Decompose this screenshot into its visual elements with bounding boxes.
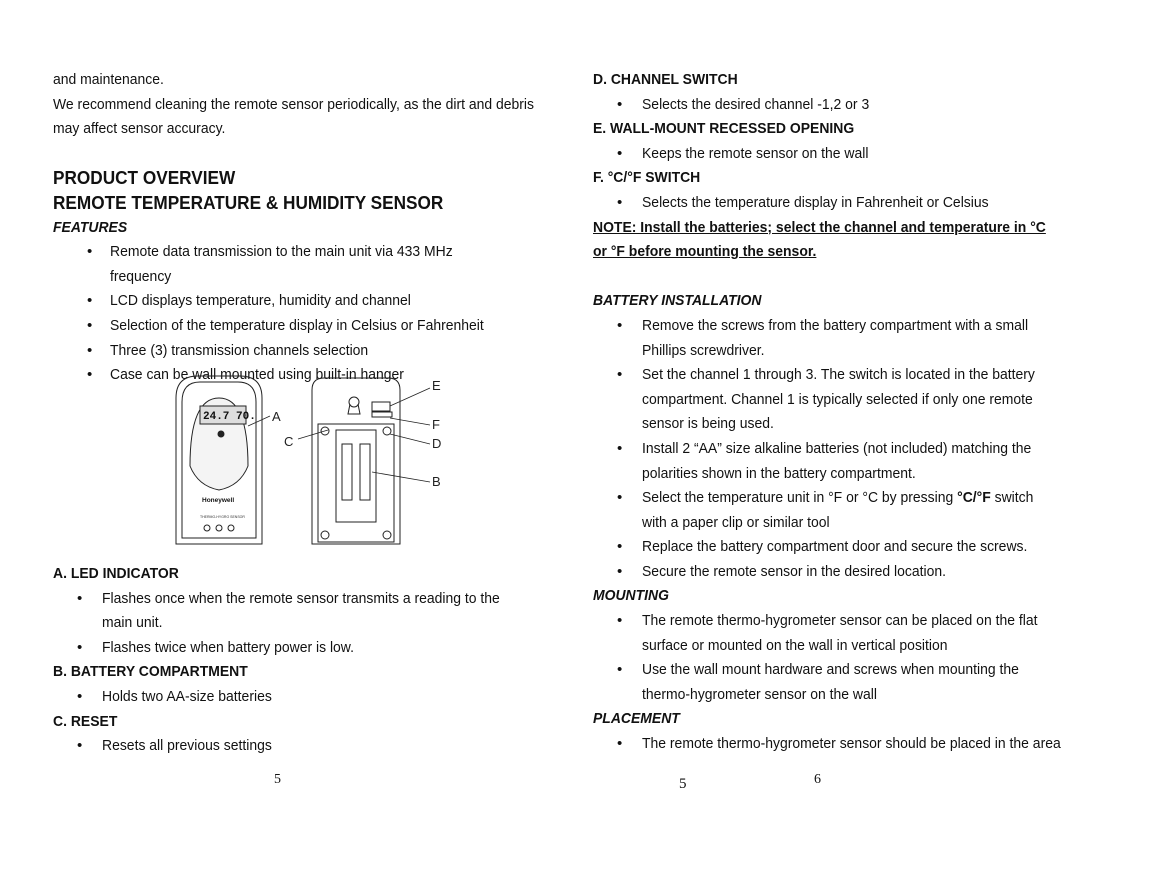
sensor-diagram <box>128 368 458 552</box>
list-item: • Use the wall mount hardware and screws when mounting the thermo-hygrometer sensor on the wall <box>593 658 1093 707</box>
intro-line: may affect sensor accuracy. <box>53 120 226 138</box>
callout-label: C <box>284 434 294 449</box>
battery-installation-list <box>593 314 1093 585</box>
section-title-c: C. RESET <box>53 712 118 730</box>
list-item: • Select the temperature unit in °F or °C by pressing °C/°F switch with a paper clip or similar tool <box>593 486 1093 535</box>
mounting-title: MOUNTING <box>593 587 669 605</box>
intro-line: We recommend cleaning the remote sensor periodically, as the dirt and debris <box>53 95 535 113</box>
list-item: • Set the channel 1 through 3. The switch is located in the battery compartment. Channel 1 is typically selected if only one remote sensor is being used. <box>593 363 1093 437</box>
list-item: • Resets all previous settings <box>53 734 533 759</box>
list-item: • Remove the screws from the battery compartment with a small Phillips screwdriver. <box>593 314 1093 363</box>
features-list <box>53 240 533 388</box>
callout-label: D <box>432 436 442 451</box>
list-item: • Flashes twice when battery power is low. <box>53 636 533 661</box>
list-item: • Selection of the temperature display in Celsius or Fahrenheit <box>53 314 533 339</box>
right-column <box>593 68 1093 757</box>
left-lower-column <box>53 562 533 759</box>
sensor-label: THERMO-HYGRO SENSOR <box>200 515 245 519</box>
list-item: • Keeps the remote sensor on the wall <box>593 142 1093 167</box>
channel-switch-list <box>593 93 1093 118</box>
section-heading: REMOTE TEMPERATURE & HUMIDITY SENSOR <box>53 191 444 213</box>
callout-label: F <box>432 417 440 432</box>
callout-label: A <box>272 409 281 424</box>
unit-switch-list <box>593 191 1093 216</box>
section-heading: PRODUCT OVERVIEW <box>53 167 236 189</box>
list-item: • Case can be wall mounted using built-in hanger <box>53 363 533 388</box>
list-item: • Remote data transmission to the main unit via 433 MHz frequency <box>53 240 533 289</box>
list-item: • LCD displays temperature, humidity and channel <box>53 289 533 314</box>
list-item: • Replace the battery compartment door and secure the screws. <box>593 535 1093 560</box>
section-title-e: E. WALL-MOUNT RECESSED OPENING <box>593 120 855 138</box>
section-title-b: B. BATTERY COMPARTMENT <box>53 663 248 681</box>
list-item: • The remote thermo-hygrometer sensor should be placed in the area <box>593 732 1093 757</box>
callout-label: E <box>432 378 441 393</box>
placement-title: PLACEMENT <box>593 710 680 728</box>
page-number-center: 5 <box>679 776 687 792</box>
callout-label: B <box>432 474 441 489</box>
battery-compartment-list <box>53 685 533 710</box>
list-item: • Selects the temperature display in Fahrenheit or Celsius <box>593 191 1093 216</box>
list-item: • The remote thermo-hygrometer sensor can be placed on the flat surface or mounted on the wall in vertical position <box>593 609 1093 658</box>
sensor-back-illustration <box>312 378 400 544</box>
placement-list <box>593 732 1093 757</box>
intro-line: and maintenance. <box>53 71 164 88</box>
page-number-right: 6 <box>814 772 821 787</box>
battery-installation-title: BATTERY INSTALLATION <box>593 292 762 310</box>
section-title-d: D. CHANNEL SWITCH <box>593 71 738 88</box>
section-title-a: A. LED INDICATOR <box>53 565 179 582</box>
list-item: • Secure the remote sensor in the desired location. <box>593 560 1093 585</box>
led-list <box>53 587 533 661</box>
brand-logo: Honeywell <box>202 497 235 504</box>
list-item: • Install 2 “AA” size alkaline batteries (not included) matching the polarities shown in the battery compartment. <box>593 437 1093 486</box>
reset-list <box>53 734 533 759</box>
mounting-list <box>593 609 1093 707</box>
section-title-f: F. °C/°F SWITCH <box>593 169 701 187</box>
list-item: • Flashes once when the remote sensor transmits a reading to the main unit. <box>53 587 533 636</box>
list-item: • Selects the desired channel -1,2 or 3 <box>593 93 1093 118</box>
list-item: • Three (3) transmission channels selection <box>53 339 533 364</box>
page-number-left: 5 <box>274 772 281 787</box>
wall-mount-list <box>593 142 1093 167</box>
lcd-readout: 24.7 70. <box>203 411 256 423</box>
features-title: FEATURES <box>53 218 128 236</box>
list-item: • Holds two AA-size batteries <box>53 685 533 710</box>
install-note: NOTE: Install the batteries; select the channel and temperature in °C or °F before mounting the sensor. <box>593 218 1046 261</box>
left-column <box>53 68 533 388</box>
